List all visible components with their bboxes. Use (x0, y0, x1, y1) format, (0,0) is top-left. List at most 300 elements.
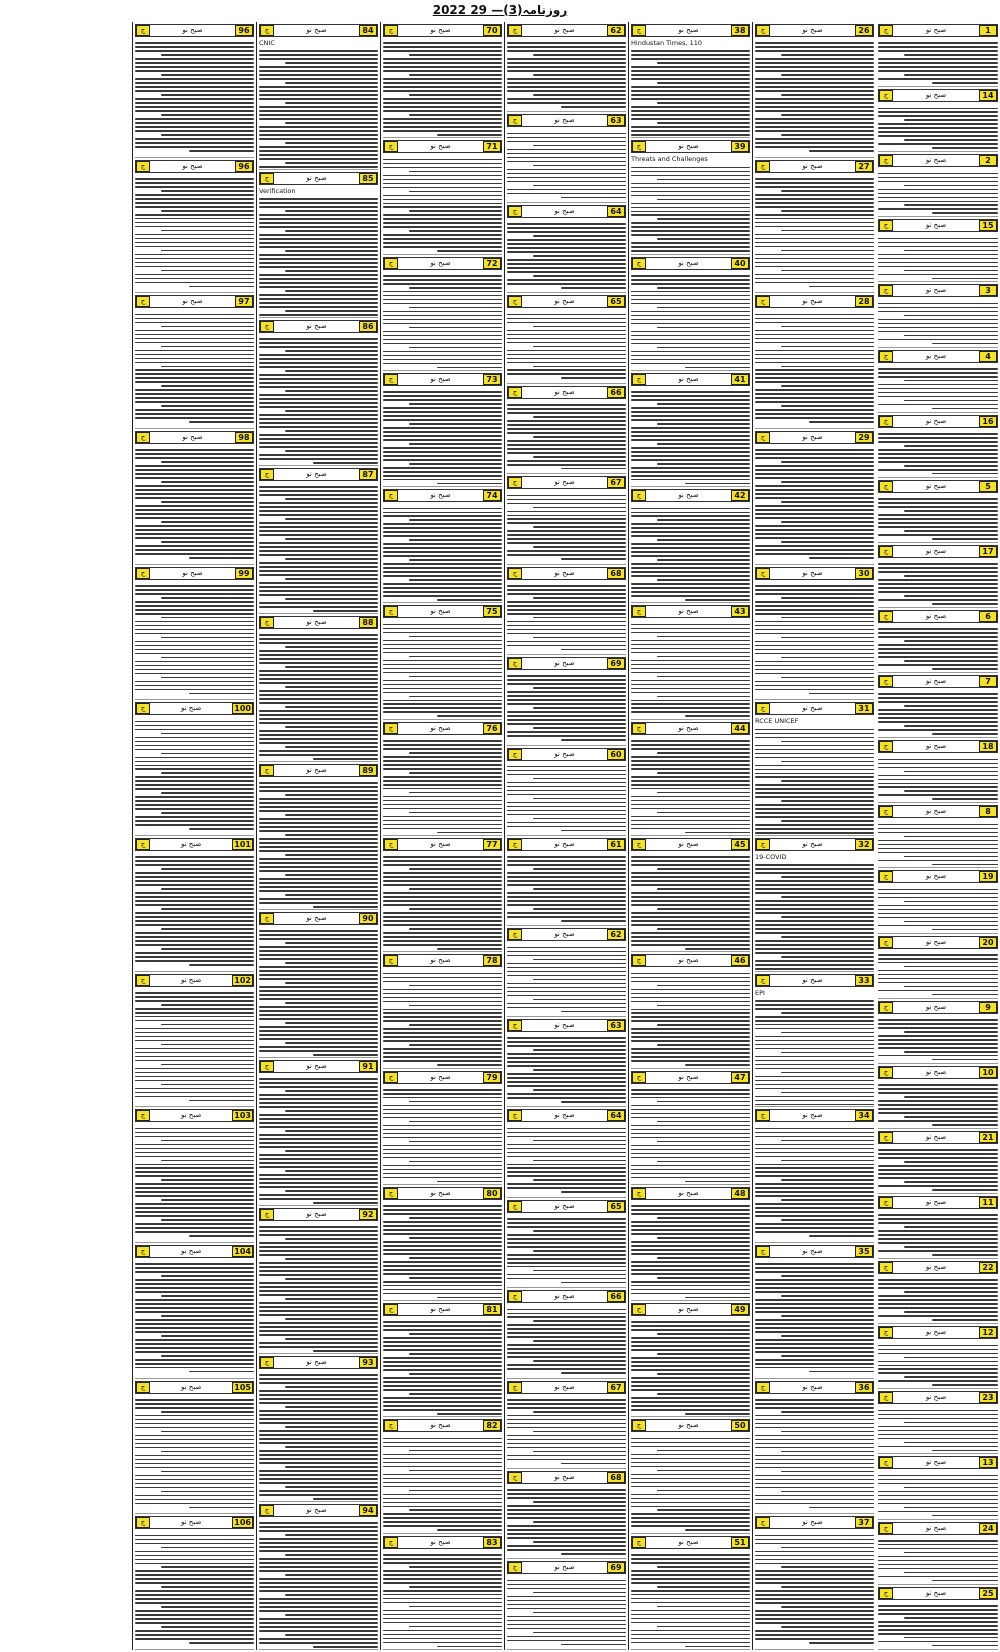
classified-ad (259, 318, 378, 466)
ad-body-text (878, 1471, 998, 1519)
ad-series-label: صبح نو (925, 1328, 947, 1337)
jeem-badge: ج (508, 749, 522, 760)
ad-header-bar (878, 415, 998, 428)
ad-series-label: صبح نو (802, 839, 823, 848)
ad-header-bar (755, 1109, 874, 1122)
classified-ad (259, 910, 378, 1058)
ad-series-label: صبح نو (306, 766, 327, 774)
classified-ad (507, 1559, 626, 1649)
ad-header-bar (259, 1060, 378, 1073)
ad-number: 78 (483, 955, 501, 966)
ad-number: 65 (607, 1201, 625, 1212)
ad-header-bar (135, 567, 254, 580)
jeem-badge: ج (260, 1209, 274, 1220)
ad-body-text (135, 989, 254, 1105)
ad-number: 32 (855, 839, 873, 850)
classified-ad (878, 868, 998, 933)
ad-header-bar (383, 24, 502, 37)
ad-series-label: صبح نو (430, 26, 451, 34)
classified-ad (135, 836, 254, 972)
ad-series-label: صبح نو (180, 1518, 202, 1527)
ad-header-bar (631, 838, 750, 851)
ad-header-bar (507, 748, 626, 761)
classified-ad (507, 1379, 626, 1469)
ad-header-bar (878, 480, 998, 493)
ad-number: 6 (979, 611, 997, 622)
ad-number: 44 (731, 723, 749, 734)
jeem-badge: ج (384, 1188, 398, 1199)
jeem-badge: ج (508, 25, 522, 36)
classified-ad (259, 614, 378, 762)
ad-body-text (259, 1519, 378, 1650)
ad-number: 49 (731, 1304, 749, 1315)
ad-header-bar (259, 24, 378, 37)
ad-header-bar (755, 702, 874, 715)
ad-header-bar (878, 1326, 998, 1339)
classified-ad (383, 22, 502, 138)
ad-english-snippet: CNIC (259, 39, 275, 47)
ad-header-bar (383, 489, 502, 502)
ad-number: 25 (979, 1588, 997, 1599)
classified-ad (259, 170, 378, 318)
ad-body-text (631, 1434, 750, 1533)
classified-ad (507, 1469, 626, 1559)
ad-number: 69 (607, 658, 625, 669)
ad-number: 76 (483, 723, 501, 734)
jeem-badge: ج (756, 568, 770, 579)
jeem-badge: ج (508, 1291, 522, 1302)
ad-body-text (631, 47, 750, 138)
jeem-badge: ج (879, 676, 893, 687)
jeem-badge: ج (136, 839, 150, 850)
ad-series-label: صبح نو (925, 481, 947, 490)
jeem-badge: ج (508, 1201, 522, 1212)
ad-number: 103 (234, 1111, 251, 1121)
jeem-badge: ج (508, 568, 522, 579)
ad-body-text (507, 1396, 626, 1468)
jeem-badge: ج (136, 1382, 150, 1393)
ad-body-text (135, 1531, 254, 1647)
ad-header-bar (507, 657, 626, 670)
ad-number: 91 (359, 1061, 377, 1072)
ad-series-label: صبح نو (925, 807, 947, 816)
classified-ad (259, 1354, 378, 1502)
jeem-badge: ج (879, 481, 893, 492)
ad-number: 65 (607, 296, 625, 307)
ad-body-text (878, 1276, 998, 1324)
ad-series-label: صبح نو (678, 839, 699, 848)
ad-header-bar (878, 1001, 998, 1014)
ad-body-text (878, 820, 998, 868)
ad-number: 28 (855, 296, 873, 307)
ad-body-text (878, 495, 998, 543)
masthead-title: روزنامہ(3)— 29 2022 (432, 3, 568, 17)
jeem-badge: ج (632, 1072, 646, 1083)
ad-series-label: صبح نو (802, 1382, 823, 1391)
jeem-badge: ج (632, 606, 646, 617)
classified-ad (755, 1107, 874, 1243)
masthead (0, 0, 1000, 20)
ad-header-bar (878, 1587, 998, 1600)
ad-number: 12 (979, 1327, 997, 1338)
ad-series-label: صبح نو (678, 491, 699, 500)
ad-series-label: صبح نو (802, 975, 823, 984)
ad-body-text (259, 1075, 378, 1206)
ad-body-text (878, 430, 998, 478)
classified-ad (507, 203, 626, 293)
ad-body-text (878, 690, 998, 738)
ad-body-text (631, 1551, 750, 1650)
ad-body-text (878, 299, 998, 347)
jeem-badge: ج (756, 975, 770, 986)
ad-number: 97 (235, 296, 253, 307)
classified-ad (507, 565, 626, 655)
ad-body-text (135, 582, 254, 698)
ad-number: 73 (483, 374, 501, 385)
classified-ad (383, 371, 502, 487)
classified-ad (878, 152, 998, 217)
classified-ad (383, 1301, 502, 1417)
ad-number: 98 (235, 432, 253, 443)
ad-series-label: صبح نو (925, 1458, 947, 1467)
ad-body-text (135, 1124, 254, 1240)
ad-english-snippet: Threats and Challenges (631, 155, 708, 164)
ad-header-bar (507, 24, 626, 37)
jeem-badge: ج (632, 955, 646, 966)
ad-series-label: صبح نو (430, 1072, 451, 1081)
ad-number: 40 (731, 258, 749, 269)
ad-body-text (878, 1406, 998, 1454)
jeem-badge: ج (879, 220, 893, 231)
ad-header-bar (631, 1419, 750, 1432)
ad-number: 61 (607, 839, 625, 850)
ad-series-label: صبح نو (180, 1382, 202, 1391)
jeem-badge: ج (879, 1197, 893, 1208)
classified-ad (507, 384, 626, 474)
classified-ad (507, 293, 626, 383)
ad-number: 96 (235, 25, 253, 36)
ad-header-bar (631, 722, 750, 735)
jeem-badge: ج (632, 25, 646, 36)
classified-ad (755, 1514, 874, 1650)
ad-number: 51 (731, 1537, 749, 1548)
ad-header-bar (878, 1196, 998, 1209)
column-7 (132, 22, 256, 1650)
ad-header-bar (383, 1187, 502, 1200)
ad-body-text (507, 1486, 626, 1558)
ad-number: 5 (979, 481, 997, 492)
jeem-badge: ج (632, 1304, 646, 1315)
ad-number: 8 (979, 806, 997, 817)
ad-series-label: صبح نو (430, 723, 451, 732)
ad-header-bar (755, 1516, 874, 1529)
ad-number: 62 (607, 25, 625, 36)
jeem-badge: ج (384, 1304, 398, 1315)
jeem-badge: ج (136, 25, 150, 36)
ad-number: 87 (359, 469, 377, 480)
ad-header-bar (507, 1381, 626, 1394)
classified-ad (878, 934, 998, 999)
ad-header-bar (755, 1245, 874, 1258)
jeem-badge: ج (508, 839, 522, 850)
jeem-badge: ج (384, 1072, 398, 1083)
ad-body-text (631, 272, 750, 371)
ad-body-text (755, 997, 874, 1108)
classified-ad (631, 255, 750, 371)
ad-number: 60 (607, 749, 625, 760)
classified-ad (135, 22, 254, 158)
jeem-badge: ج (136, 568, 150, 579)
jeem-badge: ج (384, 839, 398, 850)
ad-number: 16 (979, 416, 997, 427)
ad-header-bar (878, 1066, 998, 1079)
jeem-badge: ج (756, 432, 770, 443)
ad-header-bar (755, 974, 874, 987)
column-2 (752, 22, 876, 1650)
ad-series-label: صبح نو (180, 704, 202, 713)
ad-series-label: صبح نو (802, 161, 823, 170)
ad-series-label: صبح نو (554, 1292, 575, 1301)
ad-series-label: صبح نو (430, 607, 451, 616)
ad-header-bar (878, 1131, 998, 1144)
ad-series-label: صبح نو (802, 1111, 823, 1120)
ad-number: 50 (731, 1420, 749, 1431)
ad-body-text (383, 853, 502, 952)
ad-series-label: صبح نو (306, 174, 327, 182)
jeem-badge: ج (260, 321, 274, 332)
ad-header-bar (755, 567, 874, 580)
ad-number: 38 (731, 25, 749, 36)
classified-ad (631, 952, 750, 1068)
ad-body-text (755, 310, 874, 426)
ad-header-bar (135, 702, 254, 715)
jeem-badge: ج (879, 871, 893, 882)
jeem-badge: ج (632, 490, 646, 501)
ad-number: 81 (483, 1304, 501, 1315)
ad-series-label: صبح نو (554, 1201, 575, 1210)
ad-number: 86 (359, 321, 377, 332)
classified-ad (259, 1502, 378, 1650)
ad-header-bar (259, 1504, 378, 1517)
ad-body-text (383, 1086, 502, 1185)
ad-header-bar (259, 468, 378, 481)
classified-ad (135, 1243, 254, 1379)
classified-ad (631, 603, 750, 719)
ad-body-text (383, 1551, 502, 1650)
ad-header-bar (135, 1381, 254, 1394)
jeem-badge: ج (879, 611, 893, 622)
ad-series-label: صبح نو (306, 1210, 327, 1218)
classified-ad (755, 972, 874, 1108)
classified-ad (507, 1107, 626, 1197)
ad-body-text (135, 175, 254, 291)
classified-ad (135, 1107, 254, 1243)
ad-series-label: صبح نو (925, 1393, 947, 1402)
ad-body-text (878, 234, 998, 282)
ad-series-label: صبح نو (554, 749, 575, 758)
ad-body-text (507, 220, 626, 292)
ad-series-label: صبح نو (925, 1523, 947, 1532)
ad-body-text (383, 1318, 502, 1417)
column-3 (628, 22, 752, 1650)
classified-ad (755, 1379, 874, 1515)
ad-header-bar (507, 295, 626, 308)
jeem-badge: ج (879, 546, 893, 557)
classified-ad (259, 22, 378, 170)
classified-ad (878, 413, 998, 478)
ad-number: 102 (234, 975, 251, 985)
ad-header-bar (383, 722, 502, 735)
classified-ad (135, 158, 254, 294)
ad-series-label: صبح نو (554, 206, 575, 215)
ad-series-label: صبح نو (182, 26, 203, 34)
ad-series-label: صبح نو (678, 1188, 699, 1197)
ad-number: 9 (979, 1002, 997, 1013)
ad-header-bar (631, 257, 750, 270)
ad-series-label: صبح نو (678, 607, 699, 616)
jeem-badge: ج (632, 141, 646, 152)
ad-series-label: صبح نو (554, 1563, 575, 1572)
ad-body-text (878, 39, 998, 87)
ad-series-label: صبح نو (925, 1197, 947, 1206)
classified-ad (631, 1417, 750, 1533)
ad-series-label: صبح نو (925, 286, 947, 295)
ad-header-bar (878, 284, 998, 297)
ad-series-label: صبح نو (182, 568, 203, 577)
ad-body-text (135, 853, 254, 969)
ad-body-text (755, 1531, 874, 1647)
ad-series-label: صبح نو (554, 1111, 575, 1120)
ad-series-label: صبح نو (554, 1473, 575, 1481)
ad-body-text (259, 927, 378, 1058)
ad-body-text (755, 861, 874, 972)
ad-series-label: صبح نو (306, 1358, 327, 1366)
ad-number: 22 (979, 1262, 997, 1273)
classified-ad (383, 487, 502, 603)
jeem-badge: ج (756, 161, 770, 172)
jeem-badge: ج (508, 658, 522, 669)
classified-ad (878, 608, 998, 673)
ad-number: 34 (855, 1110, 873, 1121)
ad-series-label: صبح نو (925, 351, 947, 360)
ad-body-text (383, 1434, 502, 1533)
ad-number: 63 (607, 115, 625, 126)
ad-english-snippet: Verification (259, 187, 296, 195)
classified-ad (878, 1389, 998, 1454)
classified-ad (135, 565, 254, 701)
classified-ad (755, 429, 874, 565)
ad-number: 71 (483, 141, 501, 152)
jeem-badge: ج (756, 296, 770, 307)
jeem-badge: ج (384, 1537, 398, 1548)
ad-number: 47 (731, 1072, 749, 1083)
ad-series-label: صبح نو (802, 1518, 823, 1527)
ad-series-label: صبح نو (925, 156, 947, 165)
jeem-badge: ج (508, 1382, 522, 1393)
ad-body-text (507, 763, 626, 835)
jeem-badge: ج (508, 296, 522, 307)
ad-number: 31 (855, 703, 873, 714)
ad-series-label: صبح نو (802, 26, 823, 34)
ad-series-label: صبح نو (430, 258, 451, 267)
ad-series-label: صبح نو (306, 26, 327, 34)
classified-ad (259, 762, 378, 910)
classified-ad (631, 1534, 750, 1650)
classified-ad (383, 1417, 502, 1533)
ad-header-bar (507, 476, 626, 489)
ad-header-bar (755, 838, 874, 851)
jeem-badge: ج (879, 1392, 893, 1403)
ad-body-text (507, 1124, 626, 1196)
ad-series-label: صبح نو (182, 161, 203, 170)
ad-number: 62 (607, 929, 625, 940)
ad-series-label: صبح نو (430, 374, 451, 383)
ad-header-bar (135, 838, 254, 851)
jeem-badge: ج (136, 975, 150, 986)
ad-body-text (631, 620, 750, 719)
classified-ad (507, 1017, 626, 1107)
ad-number: 17 (979, 546, 997, 557)
ad-english-snippet: EPI (755, 988, 765, 997)
ad-series-label: صبح نو (430, 1188, 451, 1197)
classified-ad (878, 1520, 998, 1585)
jeem-badge: ج (879, 937, 893, 948)
jeem-badge: ج (879, 1262, 893, 1273)
jeem-badge: ج (136, 432, 150, 443)
ad-body-text (383, 737, 502, 836)
ad-header-bar (507, 205, 626, 218)
classified-ad (878, 673, 998, 738)
ad-header-bar (135, 24, 254, 37)
ad-series-label: صبح نو (180, 975, 202, 984)
jeem-badge: ج (384, 955, 398, 966)
jeem-badge: ج (632, 374, 646, 385)
ad-series-label: صبح نو (678, 142, 699, 151)
classified-ad (631, 138, 750, 254)
ad-body-text (631, 1318, 750, 1417)
ad-number: 42 (731, 490, 749, 501)
jeem-badge: ج (756, 1517, 770, 1528)
ad-body-text (878, 1211, 998, 1259)
jeem-badge: ج (508, 1562, 522, 1573)
ad-header-bar (259, 764, 378, 777)
ad-body-text (878, 885, 998, 933)
ad-number: 33 (855, 975, 873, 986)
ad-number: 66 (607, 387, 625, 398)
ad-number: 77 (483, 839, 501, 850)
jeem-badge: ج (260, 1505, 274, 1516)
ad-number: 66 (607, 1291, 625, 1302)
ad-body-text (383, 388, 502, 487)
jeem-badge: ج (632, 1420, 646, 1431)
jeem-badge: ج (632, 723, 646, 734)
jeem-badge: ج (136, 1517, 150, 1528)
ad-number: 46 (731, 955, 749, 966)
ad-series-label: صبح نو (678, 1072, 699, 1081)
jeem-badge: ج (508, 115, 522, 126)
ad-number: 27 (855, 161, 873, 172)
classified-ad (259, 1058, 378, 1206)
jeem-badge: ج (508, 1110, 522, 1121)
jeem-badge: ج (879, 1067, 893, 1078)
ad-number: 19 (979, 871, 997, 882)
ad-body-text (507, 310, 626, 382)
ad-series-label: صبح نو (306, 1506, 327, 1514)
jeem-badge: ج (260, 617, 274, 628)
classified-ad (878, 803, 998, 868)
ad-body-text (878, 169, 998, 217)
ad-header-bar (878, 89, 998, 102)
